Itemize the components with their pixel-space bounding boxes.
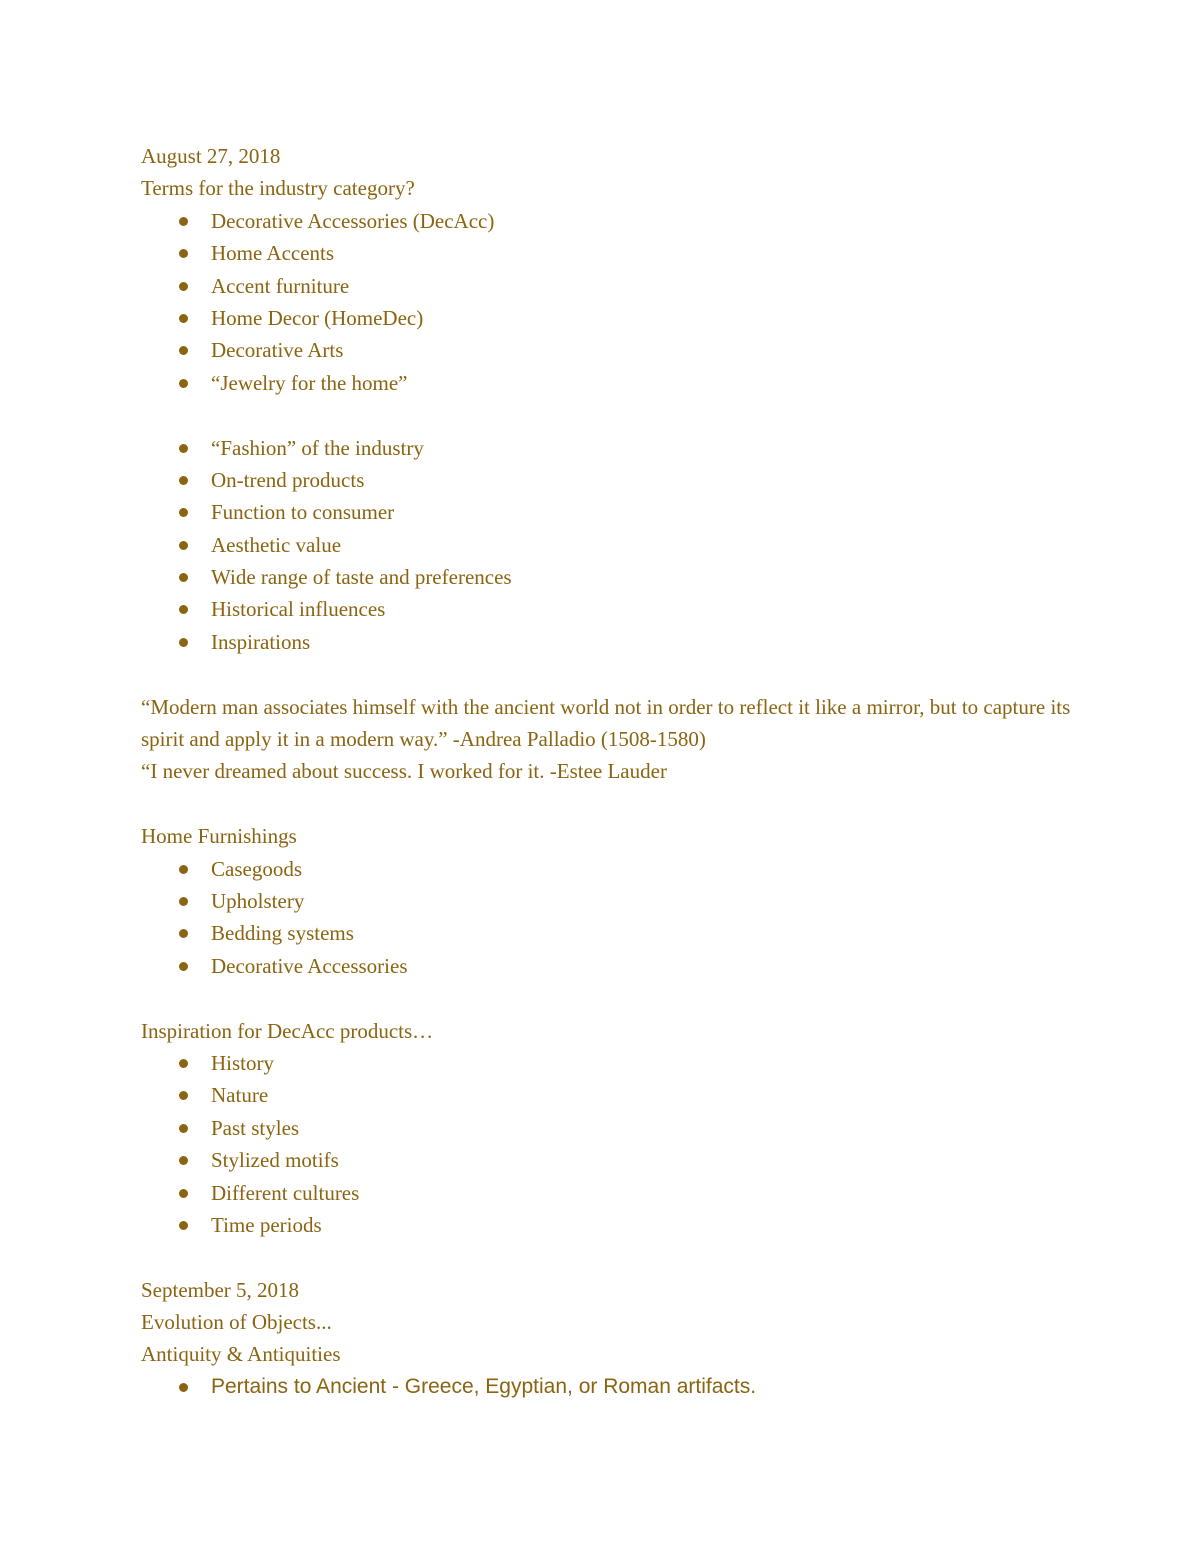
bullet-icon	[179, 962, 188, 971]
spacer	[141, 658, 1081, 690]
spacer	[141, 982, 1081, 1014]
list-item: History	[141, 1047, 1081, 1079]
list-item: On-trend products	[141, 464, 1081, 496]
features-list	[141, 432, 1081, 659]
bullet-icon	[179, 476, 188, 485]
evolution-heading: Evolution of Objects...	[141, 1310, 332, 1335]
terms-list	[141, 205, 1081, 399]
spacer	[141, 1241, 1081, 1273]
lauder-quote: “I never dreamed about success. I worked for it. -Estee Lauder	[141, 759, 667, 784]
bullet-icon	[179, 1124, 188, 1133]
bullet-icon	[179, 508, 188, 517]
bullet-icon	[179, 605, 188, 614]
list-item: “Jewelry for the home”	[141, 367, 1081, 399]
bullet-icon	[179, 314, 188, 323]
list-item: Upholstery	[141, 885, 1081, 917]
list-item: Nature	[141, 1079, 1081, 1111]
list-item: Wide range of taste and preferences	[141, 561, 1081, 593]
list-item: Function to consumer	[141, 496, 1081, 528]
home-furnishings-heading: Home Furnishings	[141, 824, 297, 849]
antiquity-list	[141, 1371, 1081, 1403]
inspiration-heading: Inspiration for DecAcc products…	[141, 1018, 434, 1043]
list-item: Inspirations	[141, 626, 1081, 658]
bullet-icon	[179, 541, 188, 550]
antiquity-heading: Antiquity & Antiquities	[141, 1342, 341, 1367]
list-item: Decorative Accessories	[141, 950, 1081, 982]
list-item: Home Decor (HomeDec)	[141, 302, 1081, 334]
bullet-icon	[179, 865, 188, 874]
bullet-icon	[179, 444, 188, 453]
bullet-icon	[179, 282, 188, 291]
list-item: Different cultures	[141, 1177, 1081, 1209]
bullet-icon	[179, 1091, 188, 1100]
list-item: Pertains to Ancient - Greece, Egyptian, or Roman artifacts.	[141, 1371, 1081, 1403]
bullet-icon	[179, 1156, 188, 1165]
bullet-icon	[179, 1059, 188, 1068]
palladio-quote: “Modern man associates himself with the ancient world not in order to reflect it like a mirror, but to capture its spirit and apply it in a modern way.” -Andrea Palladio (1508-1580)	[141, 694, 1071, 752]
terms-heading: Terms for the industry category?	[141, 176, 415, 201]
bullet-icon	[179, 573, 188, 582]
list-item: Accent furniture	[141, 270, 1081, 302]
list-item: Decorative Accessories (DecAcc)	[141, 205, 1081, 237]
date-heading-aug-27: August 27, 2018	[141, 144, 281, 168]
inspiration-list	[141, 1047, 1081, 1241]
list-item: Time periods	[141, 1209, 1081, 1241]
bullet-icon	[179, 346, 188, 355]
bullet-icon	[179, 217, 188, 226]
bullet-icon	[179, 1383, 188, 1392]
list-item: Stylized motifs	[141, 1144, 1081, 1176]
list-item: “Fashion” of the industry	[141, 432, 1081, 464]
document-page	[141, 140, 1081, 1403]
bullet-icon	[179, 1221, 188, 1230]
list-item: Historical influences	[141, 593, 1081, 625]
bullet-icon	[179, 897, 188, 906]
date-heading-sep-5: September 5, 2018	[141, 1277, 300, 1302]
list-item: Home Accents	[141, 237, 1081, 269]
list-item: Bedding systems	[141, 917, 1081, 949]
bullet-icon	[179, 929, 188, 938]
bullet-icon	[179, 638, 188, 647]
list-item: Past styles	[141, 1112, 1081, 1144]
bullet-icon	[179, 379, 188, 388]
spacer	[141, 399, 1081, 431]
home-furnishings-list	[141, 853, 1081, 983]
list-item: Decorative Arts	[141, 334, 1081, 366]
bullet-icon	[179, 249, 188, 258]
list-item: Aesthetic value	[141, 529, 1081, 561]
bullet-icon	[179, 1189, 188, 1198]
list-item: Casegoods	[141, 853, 1081, 885]
spacer	[141, 788, 1081, 820]
